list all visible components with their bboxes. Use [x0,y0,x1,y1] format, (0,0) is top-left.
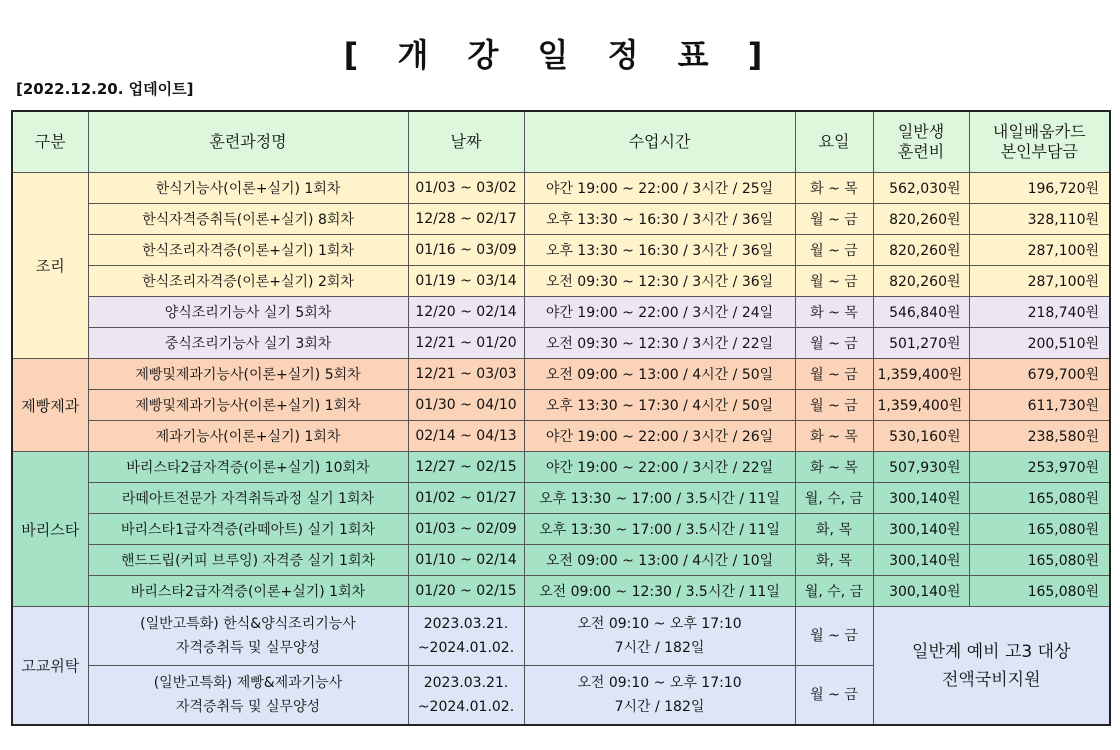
course-time: 야간 19:00 ~ 22:00 / 3시간 / 25일 [524,173,795,204]
course-name: 바리스타2급자격증(이론+실기) 1회차 [88,576,408,607]
header-course: 훈련과정명 [88,111,408,173]
course-day: 화 ~ 목 [795,452,873,483]
course-time: 오전 09:30 ~ 12:30 / 3시간 / 36일 [524,266,795,297]
course-self-pay: 238,580원 [969,421,1110,452]
course-time: 오전 09:10 ~ 오후 17:10 7시간 / 182일 [524,666,795,726]
course-fee: 300,140원 [873,545,969,576]
course-self-pay: 287,100원 [969,235,1110,266]
table-row [12,607,1110,666]
course-time: 오후 13:30 ~ 16:30 / 3시간 / 36일 [524,204,795,235]
table-row [12,514,1110,545]
course-date: 2023.03.21. ~2024.01.02. [408,666,524,726]
course-self-pay: 328,110원 [969,204,1110,235]
course-fee: 820,260원 [873,204,969,235]
course-date: 01/10 ~ 02/14 [408,545,524,576]
course-date: 01/20 ~ 02/15 [408,576,524,607]
course-time: 오후 13:30 ~ 17:00 / 3.5시간 / 11일 [524,514,795,545]
course-fee: 1,359,400원 [873,359,969,390]
course-date: 12/27 ~ 02/15 [408,452,524,483]
course-day: 월 ~ 금 [795,607,873,666]
course-self-pay: 165,080원 [969,576,1110,607]
table-row [12,452,1110,483]
course-day: 화 ~ 목 [795,421,873,452]
course-day: 화, 목 [795,545,873,576]
course-time: 야간 19:00 ~ 22:00 / 3시간 / 24일 [524,297,795,328]
course-name: (일반고특화) 제빵&제과기능사 자격증취득 및 실무양성 [88,666,408,726]
course-day: 월 ~ 금 [795,328,873,359]
course-self-pay: 200,510원 [969,328,1110,359]
course-day: 화, 목 [795,514,873,545]
table-row [12,173,1110,204]
course-day: 월 ~ 금 [795,204,873,235]
table-row [12,576,1110,607]
course-date: 02/14 ~ 04/13 [408,421,524,452]
course-time: 야간 19:00 ~ 22:00 / 3시간 / 22일 [524,452,795,483]
course-self-pay: 165,080원 [969,545,1110,576]
table-row [12,204,1110,235]
course-self-pay: 679,700원 [969,359,1110,390]
header-day: 요일 [795,111,873,173]
header-time: 수업시간 [524,111,795,173]
category-cook: 조리 [12,173,88,359]
course-day: 월 ~ 금 [795,666,873,726]
course-date: 01/03 ~ 02/09 [408,514,524,545]
course-self-pay: 165,080원 [969,483,1110,514]
table-row [12,421,1110,452]
course-self-pay: 165,080원 [969,514,1110,545]
course-time: 오후 13:30 ~ 17:30 / 4시간 / 50일 [524,390,795,421]
course-fee: 1,359,400원 [873,390,969,421]
category-bake: 제빵제과 [12,359,88,452]
course-fee: 820,260원 [873,235,969,266]
course-fee: 562,030원 [873,173,969,204]
course-date: 01/02 ~ 01/27 [408,483,524,514]
course-name: 핸드드립(커피 브루잉) 자격증 실기 1회차 [88,545,408,576]
course-date: 12/20 ~ 02/14 [408,297,524,328]
course-self-pay: 287,100원 [969,266,1110,297]
course-day: 월 ~ 금 [795,390,873,421]
course-date: 12/28 ~ 02/17 [408,204,524,235]
course-day: 월, 수, 금 [795,483,873,514]
course-time: 오전 09:00 ~ 12:30 / 3.5시간 / 11일 [524,576,795,607]
course-self-pay: 611,730원 [969,390,1110,421]
course-fee: 546,840원 [873,297,969,328]
course-name: 한식조리자격증(이론+실기) 2회차 [88,266,408,297]
course-date: 01/16 ~ 03/09 [408,235,524,266]
page-title: [ 개 강 일 정 표 ] [343,36,777,74]
course-name: 제빵및제과기능사(이론+실기) 1회차 [88,390,408,421]
category-barista: 바리스타 [12,452,88,607]
course-self-pay: 196,720원 [969,173,1110,204]
update-note: [2022.12.20. 업데이트] [16,80,194,98]
course-name: 바리스타2급자격증(이론+실기) 10회차 [88,452,408,483]
course-day: 월 ~ 금 [795,235,873,266]
table-row [12,328,1110,359]
course-time: 오전 09:30 ~ 12:30 / 3시간 / 22일 [524,328,795,359]
course-name: (일반고특화) 한식&양식조리기능사 자격증취득 및 실무양성 [88,607,408,666]
course-fee: 300,140원 [873,514,969,545]
course-fee: 530,160원 [873,421,969,452]
course-name: 한식기능사(이론+실기) 1회차 [88,173,408,204]
course-day: 화 ~ 목 [795,297,873,328]
course-date: 12/21 ~ 03/03 [408,359,524,390]
course-day: 월 ~ 금 [795,266,873,297]
course-date: 12/21 ~ 01/20 [408,328,524,359]
course-name: 양식조리기능사 실기 5회차 [88,297,408,328]
header-fee: 일반생 훈련비 [873,111,969,173]
table-row [12,545,1110,576]
course-date: 01/03 ~ 03/02 [408,173,524,204]
course-name: 제빵및제과기능사(이론+실기) 5회차 [88,359,408,390]
course-time: 야간 19:00 ~ 22:00 / 3시간 / 26일 [524,421,795,452]
table-row [12,390,1110,421]
course-self-pay: 218,740원 [969,297,1110,328]
header-self-pay: 내일배움카드 본인부담금 [969,111,1110,173]
table-row [12,235,1110,266]
course-time: 오전 09:00 ~ 13:00 / 4시간 / 10일 [524,545,795,576]
table-row [12,483,1110,514]
course-name: 한식조리자격증(이론+실기) 1회차 [88,235,408,266]
course-date: 01/19 ~ 03/14 [408,266,524,297]
course-name: 라떼아트전문가 자격취득과정 실기 1회차 [88,483,408,514]
course-time: 오후 13:30 ~ 16:30 / 3시간 / 36일 [524,235,795,266]
course-day: 월, 수, 금 [795,576,873,607]
school-support-note: 일반계 예비 고3 대상 전액국비지원 [873,607,1110,726]
course-name: 제과기능사(이론+실기) 1회차 [88,421,408,452]
course-name: 바리스타1급자격증(라떼아트) 실기 1회차 [88,514,408,545]
schedule-table [11,110,1111,726]
course-date: 01/30 ~ 04/10 [408,390,524,421]
course-time: 오후 13:30 ~ 17:00 / 3.5시간 / 11일 [524,483,795,514]
course-fee: 300,140원 [873,576,969,607]
course-fee: 820,260원 [873,266,969,297]
table-row [12,359,1110,390]
course-fee: 507,930원 [873,452,969,483]
course-date: 2023.03.21. ~2024.01.02. [408,607,524,666]
header-date: 날짜 [408,111,524,173]
course-name: 중식조리기능사 실기 3회차 [88,328,408,359]
course-time: 오전 09:10 ~ 오후 17:10 7시간 / 182일 [524,607,795,666]
course-time: 오전 09:00 ~ 13:00 / 4시간 / 50일 [524,359,795,390]
table-row [12,297,1110,328]
course-self-pay: 253,970원 [969,452,1110,483]
course-name: 한식자격증취득(이론+실기) 8회차 [88,204,408,235]
header-category: 구분 [12,111,88,173]
course-fee: 300,140원 [873,483,969,514]
category-school: 고교위탁 [12,607,88,726]
course-day: 월 ~ 금 [795,359,873,390]
course-day: 화 ~ 목 [795,173,873,204]
table-header-row [12,111,1110,173]
course-fee: 501,270원 [873,328,969,359]
table-row [12,266,1110,297]
